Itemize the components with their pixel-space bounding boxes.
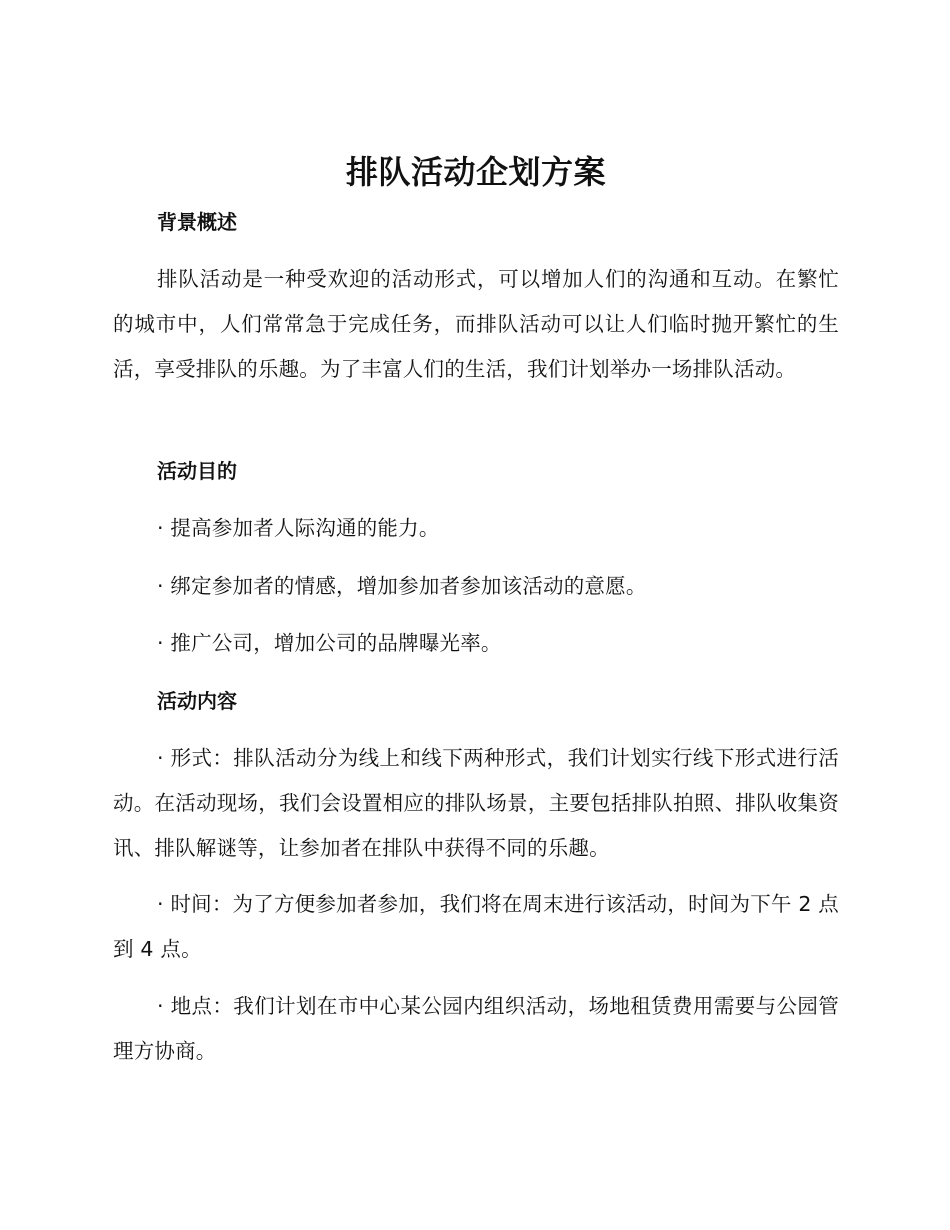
list-item-purpose-2: · 绑定参加者的情感，增加参加者参加该活动的意愿。: [157, 574, 647, 598]
list-item-content-time: · 时间：为了方便参加者参加，我们将在周末进行该活动，时间为下午 2 点到 4 点。: [113, 892, 839, 961]
section-heading-background: 背景概述: [157, 210, 237, 234]
list-item-purpose-3: · 推广公司，增加公司的品牌曝光率。: [157, 631, 502, 655]
list-item-content-format: · 形式：排队活动分为线上和线下两种形式，我们计划实行线下形式进行活动。在活动现场，我们会设置相应的排队场景，主要包括排队拍照、排队收集资讯、排队解谜等，让参加者在排队中获得不同的乐趣。: [113, 746, 839, 860]
section-heading-content: 活动内容: [157, 689, 237, 713]
list-item-content-location: · 地点：我们计划在市中心某公园内组织活动，场地租赁费用需要与公园管理方协商。: [113, 994, 839, 1063]
section-heading-purpose: 活动目的: [157, 459, 237, 483]
document-title: 排队活动企划方案: [345, 153, 606, 191]
paragraph-background: 排队活动是一种受欢迎的活动形式，可以增加人们的沟通和互动。在繁忙的城市中，人们常常急于完成任务，而排队活动可以让人们临时抛开繁忙的生活，享受排队的乐趣。为了丰富人们的生活，我们计划举办一场排队活动。: [113, 267, 839, 381]
list-item-purpose-1: · 提高参加者人际沟通的能力。: [157, 516, 440, 540]
